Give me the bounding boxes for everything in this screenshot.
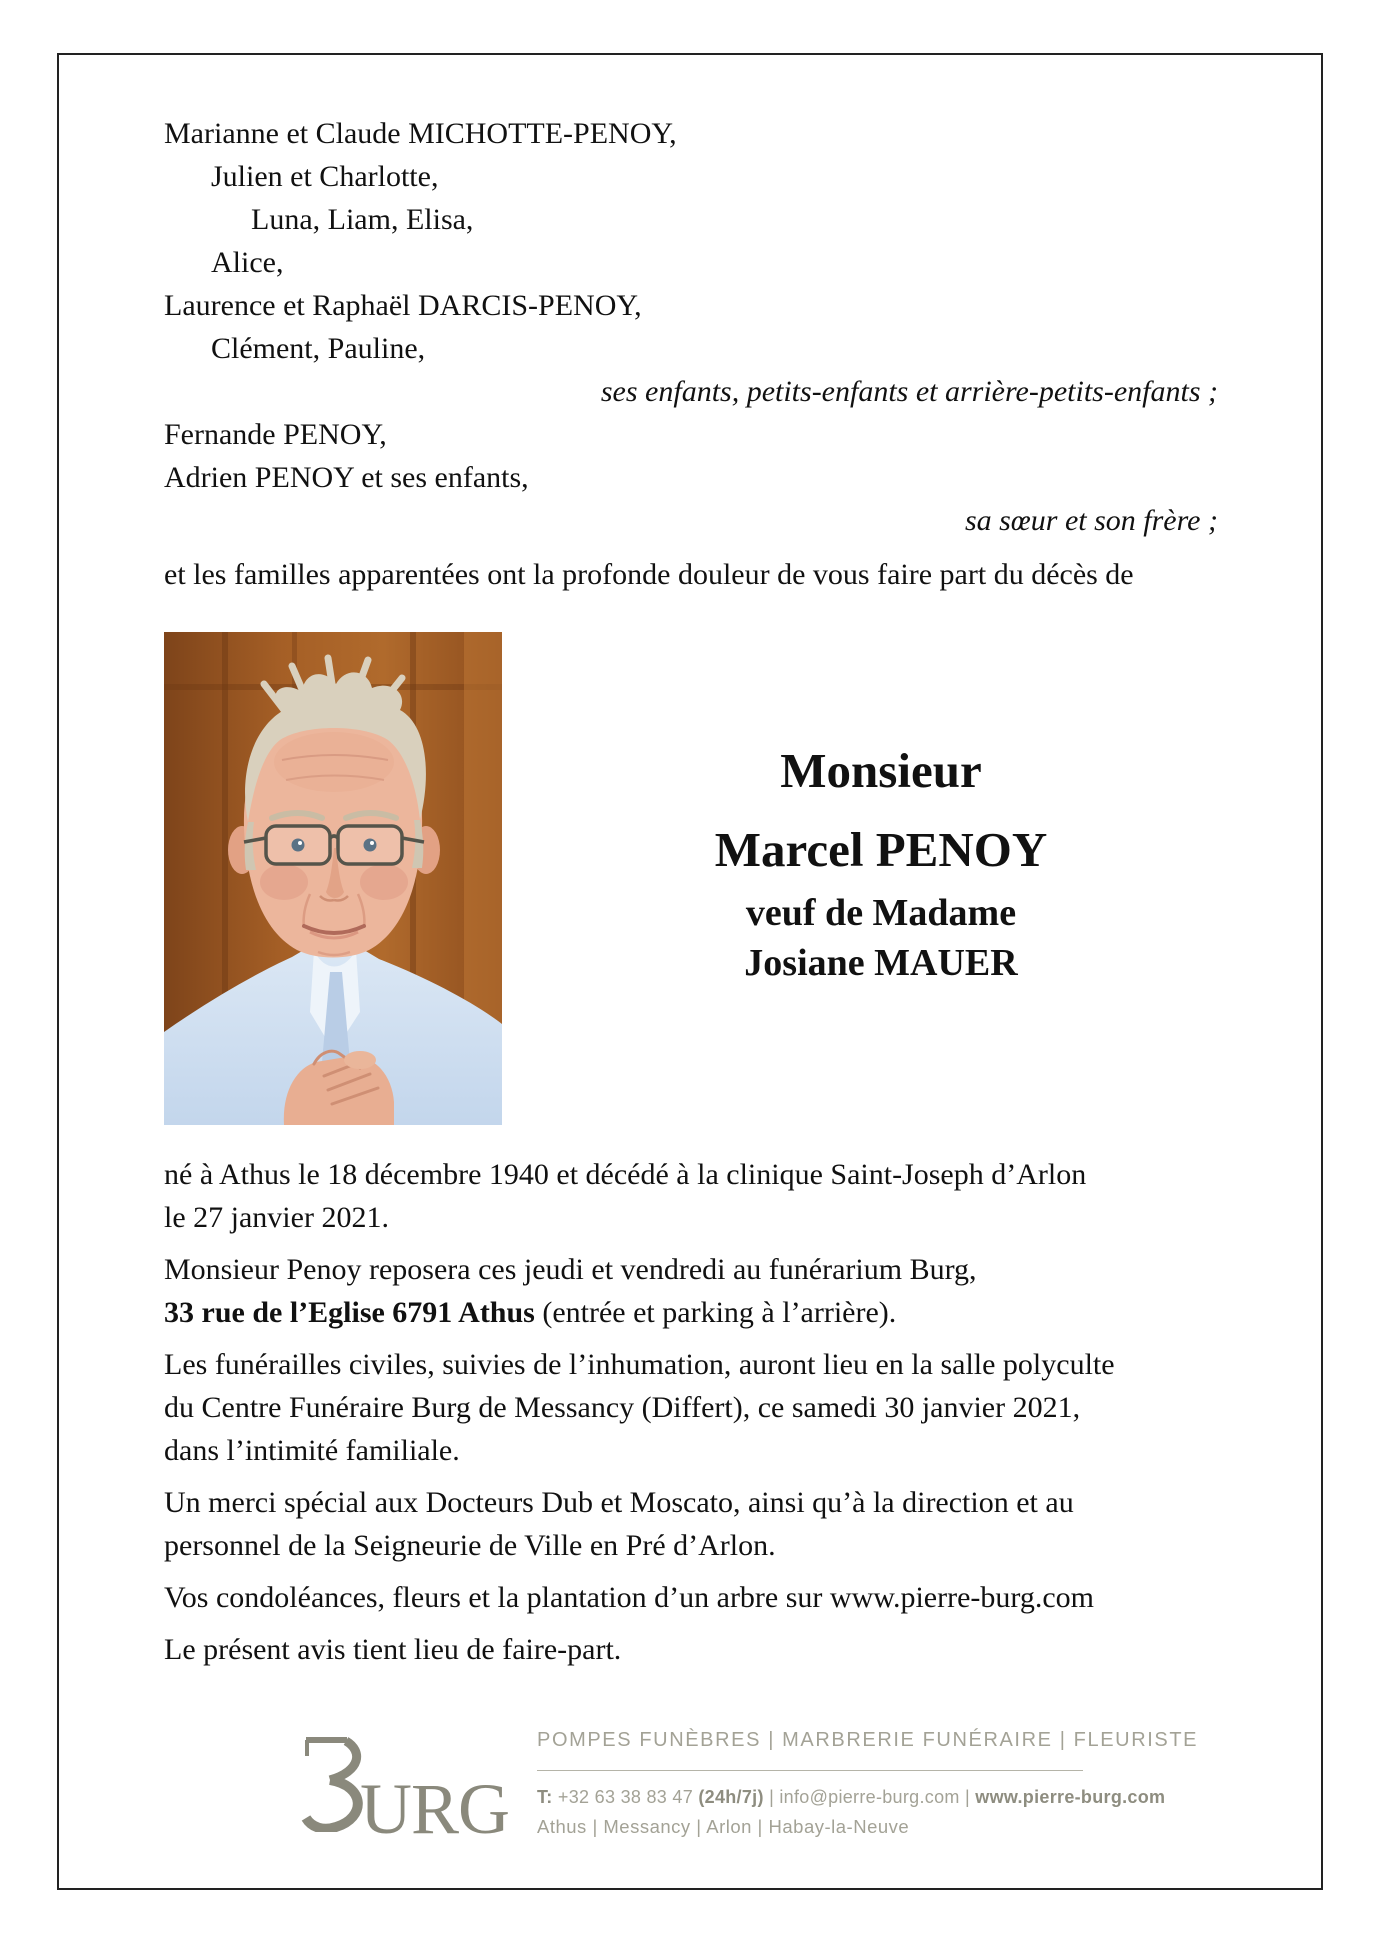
portrait-photo-illustration (164, 632, 502, 1125)
text-segment: du Centre Funéraire Burg de Messancy (Differt), ce samedi 30 janvier 2021, (164, 1391, 1081, 1424)
text-segment: Un merci spécial aux Docteurs Dub et Moscato, ainsi qu’à la direction et au (164, 1486, 1074, 1519)
text-segment: Le présent avis tient lieu de faire-part. (164, 1633, 622, 1666)
text-segment: né à Athus le 18 décembre 1940 et décédé à la clinique Saint-Joseph d’Arlon (164, 1158, 1087, 1191)
paragraph (164, 1153, 1218, 1239)
family-line: Alice, (211, 246, 284, 279)
deceased-salutation: Monsieur (780, 743, 982, 798)
announcement-paragraphs (164, 1153, 1218, 1680)
text-segment: personnel de la Seigneurie de Ville en Pré d’Arlon. (164, 1529, 776, 1562)
paragraph (164, 1576, 1218, 1619)
contact-segment: | (959, 1787, 976, 1807)
burg-logo (300, 1736, 510, 1849)
family-line: sa sœur et son frère ; (964, 504, 1218, 537)
contact-segment: +32 63 38 83 47 (552, 1787, 699, 1807)
burg-logo-text: URG (360, 1769, 510, 1849)
paragraph-line (164, 1429, 1218, 1472)
paragraph-line (164, 1386, 1218, 1429)
text-segment: Vos condoléances, fleurs et la plantation d’un arbre sur www.pierre-burg.com (164, 1581, 1094, 1614)
paragraph-line (164, 1524, 1218, 1567)
paragraph (164, 1343, 1218, 1472)
paragraph-line (164, 1343, 1218, 1386)
paragraph-line (164, 1196, 1218, 1239)
paragraph-line (164, 1153, 1218, 1196)
intro-line: et les familles apparentées ont la profonde douleur de vous faire part du décès de (164, 558, 1134, 591)
burg-logo-mark-icon (300, 1736, 364, 1832)
paragraph (164, 1248, 1218, 1334)
family-line: Luna, Liam, Elisa, (251, 203, 474, 236)
paragraph-line (164, 1248, 1218, 1291)
family-line: Adrien PENOY et ses enfants, (164, 461, 529, 494)
deceased-widow-line2: Josiane MAUER (744, 942, 1018, 984)
deceased-widow-line1: veuf de Madame (745, 892, 1017, 934)
paragraph-line (164, 1291, 1218, 1334)
bold-text-segment: 33 rue de l’Eglise 6791 Athus (164, 1296, 535, 1329)
footer-services-line: POMPES FUNÈBRES | MARBRERIE FUNÉRAIRE | FLEURISTE (537, 1729, 1199, 1751)
contact-segment: | (763, 1787, 780, 1807)
family-line: Julien et Charlotte, (211, 160, 439, 193)
family-names-block (164, 112, 1218, 542)
deceased-name: Marcel PENOY (714, 822, 1048, 877)
footer-divider (537, 1770, 1083, 1771)
contact-segment: info@pierre-burg.com (779, 1787, 960, 1807)
contact-bold-segment: (24h/7j) (698, 1787, 764, 1807)
family-line: Fernande PENOY, (164, 418, 387, 451)
paragraph-line (164, 1576, 1218, 1619)
family-line: ses enfants, petits-enfants et arrière-petits-enfants ; (600, 375, 1218, 408)
text-segment: Les funérailles civiles, suivies de l’inhumation, auront lieu en la salle polyculte (164, 1348, 1115, 1381)
paragraph (164, 1481, 1218, 1567)
contact-bold-segment: T: (537, 1787, 553, 1807)
portrait-photo (164, 632, 502, 1125)
footer-contact-line (537, 1787, 1166, 1808)
text-segment: Monsieur Penoy reposera ces jeudi et vendredi au funérarium Burg, (164, 1253, 977, 1286)
paragraph (164, 1628, 1218, 1671)
text-segment: le 27 janvier 2021. (164, 1201, 389, 1234)
footer-locations-line: Athus | Messancy | Arlon | Habay-la-Neuve (537, 1816, 910, 1837)
paragraph-line (164, 1628, 1218, 1671)
text-segment: (entrée et parking à l’arrière). (534, 1296, 897, 1329)
family-line: Clément, Pauline, (211, 332, 426, 365)
paragraph-line (164, 1481, 1218, 1524)
family-line: Laurence et Raphaël DARCIS-PENOY, (164, 289, 642, 322)
family-line: Marianne et Claude MICHOTTE-PENOY, (164, 117, 677, 150)
contact-bold-segment: www.pierre-burg.com (975, 1787, 1166, 1807)
text-segment: dans l’intimité familiale. (164, 1434, 460, 1467)
